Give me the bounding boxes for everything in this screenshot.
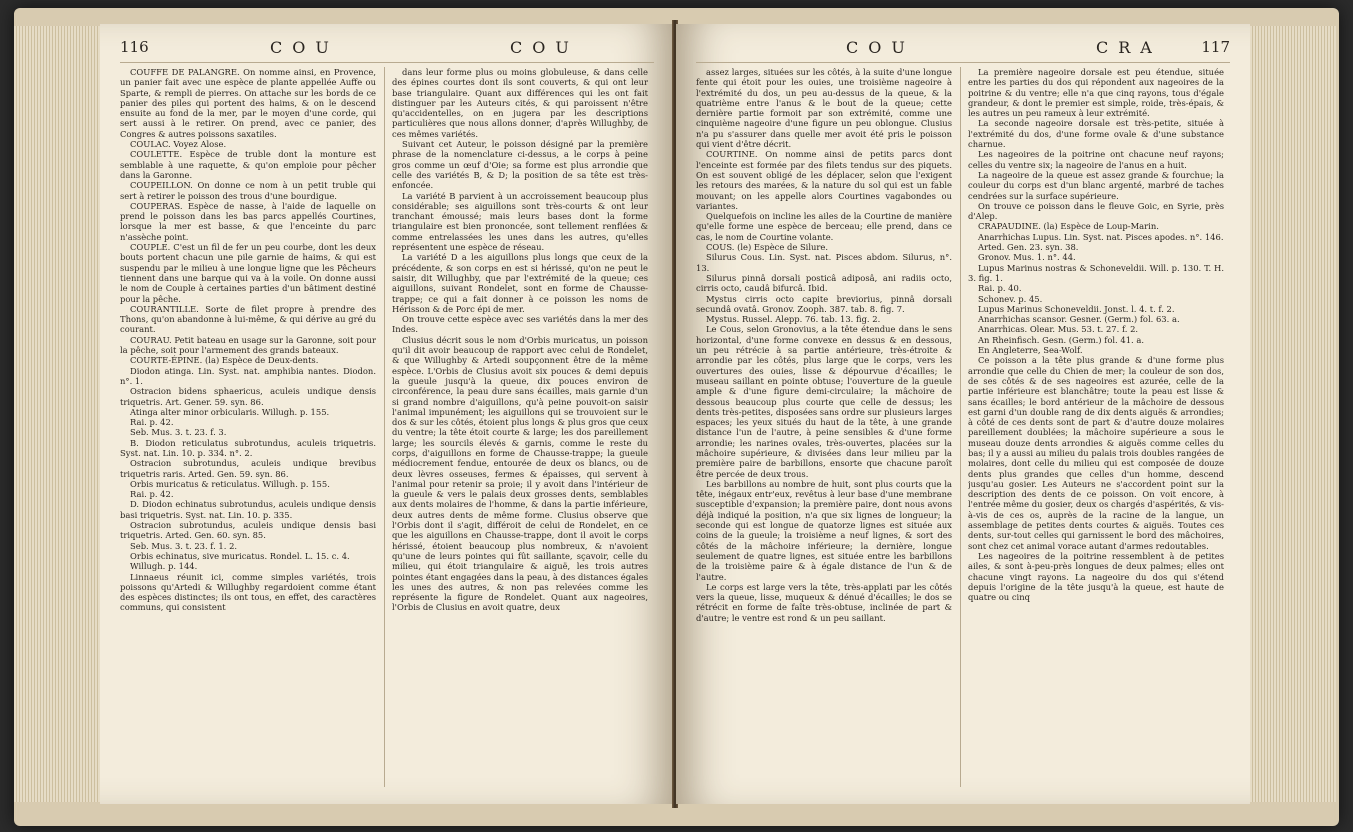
paragraph: Les nageoires de la poitrine ont chacune neuf rayons; celles du ventre six; la nageoire de l'anus en a huit. [968,149,1224,170]
paragraph: COULETTE. Espèce de truble dont la monture est semblable à une raquette, & qu'on emploie pour pêcher dans la Garonne. [120,149,376,180]
right-column-1 [696,67,952,797]
paragraph: Gronov. Mus. 1. n°. 44. [978,252,1076,263]
right-page-edges [1250,26,1336,802]
paragraph: COULAC. Voyez Alose. [130,139,227,150]
paragraph: La variété D a les aiguillons plus longs que ceux de la précédente, & son corps en est si hérissé, qu'on ne peut le saisir, dit Willughby, que par l'extrémité de la queue; ces aiguillons, suivant Rondelet, sont en forme de Chausse-trappe; ce qui a fait donner à ce poisson les noms de Hérisson & de Porc épi de mer. [392,252,648,314]
paragraph: COUS. (le) Espèce de Silure. [706,242,829,253]
left-page-edges [14,26,100,802]
paragraph: CRAPAUDINE. (la) Espèce de Loup-Marin. [978,221,1159,232]
paragraph: Orbis muricatus & reticulatus. Willugh. p. 155. [130,478,330,489]
paragraph: La variété B parvient à un accroissement beaucoup plus considérable; ses aiguillons sont très-courts & ont leur tranchant émoussé; mais leurs bases dont la forme triangulaire est bien prononcée, sont tellement renflées & comme entrelassées les unes dans les autres, qu'elles représentent une espèce de réseau. [392,190,648,253]
paragraph: Seb. Mus. 3. t. 23. f. 3. [130,427,227,438]
paragraph: COUPLE. C'est un fil de fer un peu courbe, dont les deux bouts portent chacun une pile garnie de haims, & qui est suspendu par le milieu à une longue ligne que les Pêcheurs tiennent dans une barque qui va à la voile. On donne aussi le nom de Couple à certaines parties d'un bâtiment destiné pour la pêche. [120,242,376,304]
paragraph: assez larges, situées sur les côtés, à la suite d'une longue fente qui étoit pour les ouies, une troisième nageoire à l'extrémité du dos, un peu au-dessus de la queue, & la quatrième entre l'anus & le bout de la queue; cette dernière partie formoit par son extrémité, comme une cinquième nageoire d'une figure un peu oblongue. Clusius n'a pu s'assurer dans quelle mer avoit été pris le poisson qui vient d'être décrit. [696,67,952,150]
paragraph: Anarrhichas scansor. Gesner. (Germ.) fol. 63. a. [978,314,1180,325]
paragraph: Clusius décrit sous le nom d'Orbis muricatus, un poisson qu'il dit avoir beaucoup de rapport avec celui de Rondelet, & que Willughby & Artedi soupçonnent être de la même espèce. L'Orbis de Clusius avoit six pouces & demi depuis la gueule jusqu'à la queue, dix pouces environ de circonférence, la peau dure sans écailles, mais garnie d'un si grand nombre d'aiguillons, qu'à peine pouvoit-on saisir l'animal impunément; les aiguillons qui se trouvoient sur le dos & sur les côtés, étoient plus longs & plus gros que ceux du ventre; la tête étoit courte & large; les dos pareillement large; les sourcils élevés & garnis, comme le reste du corps, d'aiguillons en forme de Chausse-trappe; la gueule médiocrement fendue, entourée de deux os blancs, ou de deux lèvres osseuses, fermes & épaisses, qui servent à l'animal pour retenir sa proie; il y avoit dans l'intérieur de la gueule & vers le palais deux grosses dents, semblables aux dents molaires de l'homme, & dans la partie inférieure, deux autres dents de même forme. Clusius observe que l'Orbis dont il s'agit, différoit de celui de Rondelet, en ce que les aiguillons en Chausse-trappe, dont il avoit le corps hérissé, étoient beaucoup plus nombreux, & n'avoient qu'une de leurs pointes qui fût saillante, sçavoir, celle du milieu, qui étoit triangulaire & aiguë, les trois autres pointes étant engagées dans la peau, à des distances égales les unes des autres, & non pas relevées comme les représente la figure de Rondelet. Quant aux nageoires, l'Orbis de Clusius en avoit quatre, deux [392,334,648,613]
left-running-head [120,32,654,63]
right-head-word-b: CRA [1096,38,1162,57]
left-page [100,24,674,804]
paragraph: Le Cous, selon Gronovius, a la tête étendue dans le sens horizontal, d'une forme convexe en dessus & en dessous, un peu rétrécie à sa partie antérieure, très-étroite & arrondie par les côtés, plus large que le corps, vers les ouvertures des ouies, lisse & dépourvue d'écailles; le museau saillant en pointe obtuse; l'ouverture de la gueule ample & d'une figure demi-circulaire; la mâchoire de dessous beaucoup plus courte que celle de dessus; les dents très-petites, disposées sans ordre sur plusieurs larges espaces; les yeux situés du haut de la tête, à une grande distance l'un de l'autre, à peine sensibles & d'une forme arrondie; les narines ovales, très-ouvertes, placées sur la mâchoire supérieure, & divisées dans leur milieu par la première paire de barbillons, ensorte que chacune paroît être percée de deux trous. [696,324,952,479]
paragraph: COUFFE DE PALANGRE. On nomme ainsi, en Provence, un panier fait avec une espèce de plante appellée Auffe ou Sparte, & rempli de pierres. On attache sur les bords de ce panier des piles qui portent des haims, & on le descend ensuite au fond de la mer, par le moyen d'une corde, qui sert aussi à le retirer. On prend, avec ce panier, des Congres & autres poissons saxatiles. [120,67,376,139]
right-head-word-a: COU [846,38,915,57]
paragraph: Quelquefois on incline les ailes de la Courtine de manière qu'elle forme une espèce de berceau; elle prend, dans ce cas, le nom de Courtine volante. [696,211,952,242]
paragraph: Ostracion bidens sphaericus, aculeis undique densis triquetris. Art. Gener. 59. syn. 86. [120,386,376,407]
paragraph: Lupus Marinus nostras & Schoneveldii. Will. p. 130. T. H. 3. fig. 1. [968,262,1224,283]
paragraph: Rai. p. 42. [130,417,174,428]
paragraph: Silurus pinnâ dorsali posticâ adiposâ, ani radiis octo, cirris octo, caudâ bifurcâ. Ibid. [696,272,952,294]
paragraph: La nageoire de la queue est assez grande & fourchue; la couleur du corps est d'un blanc argenté, marbré de taches cendrées sur la surface supérieure. [968,169,1224,201]
paragraph: Ostracion subrotundus, aculeis undique densis basi triquetris. Arted. Gen. 60. syn. 85. [120,520,376,541]
right-running-head [696,32,1230,63]
paragraph: COURAU. Petit bateau en usage sur la Garonne, soit pour la pêche, soit pour l'armement des grands bateaux. [120,334,376,356]
paragraph: La seconde nageoire dorsale est très-petite, située à l'extrémité du dos, d'une forme ovale & d'une substance charnue. [968,118,1224,150]
paragraph: Anarrhicas. Olear. Mus. 53. t. 27. f. 2. [978,324,1139,335]
paragraph: B. Diodon reticulatus subrotundus, aculeis triquetris. Syst. nat. Lin. 10. p. 334. n°. 2. [120,437,376,458]
paragraph: COURTE-ÉPINE. (la) Espèce de Deux-dents. [130,355,319,366]
right-page-number: 117 [1201,38,1230,56]
column-rule [960,67,961,787]
paragraph: Mystus cirris octo capite breviorius, pinnâ dorsali secundâ ovatâ. Gronov. Zooph. 387. tab. 8. fig. 7. [696,293,952,314]
paragraph: COURTINE. On nomme ainsi de petits parcs dont l'enceinte est formée par des filets tendus sur des piquets. On est souvent obligé de les déplacer, selon que l'exigent les retours des marées, & la nature du sol qui est un fable mouvant; on les appelle alors Courtines vagabondes ou variantes. [696,149,952,211]
paragraph: Orbis echinatus, sive muricatus. Rondel. L. 15. c. 4. [130,550,350,561]
paragraph: Ostracion subrotundus, aculeis undique brevibus triquetris raris. Arted. Gen. 59. syn. 86. [120,458,376,479]
right-columns [696,67,1230,797]
left-columns [120,67,654,797]
paragraph: Rai. p. 42. [130,489,174,500]
paragraph: On trouve cette espèce avec ses variétés dans la mer des Indes. [392,314,648,335]
paragraph: Willugh. p. 144. [130,561,198,572]
paragraph: COUPERAS. Espèce de nasse, à l'aide de laquelle on prend le poisson dans les bas parcs appellés Courtines, lorsque la mer est basse, & que l'enceinte du parc n'assèche point. [120,200,376,242]
right-page [676,24,1250,804]
paragraph: Mystus. Russel. Alepp. 76. tab. 13. fig. 2. [706,314,881,325]
paragraph: On trouve ce poisson dans le fleuve Goic, en Syrie, près d'Alep. [968,200,1224,222]
paragraph: Les nageoires de la poitrine ressemblent à de petites ailes, & sont à-peu-près longues de deux palmes; elles ont chacune vingt rayons. La nageoire du dos qui s'étend depuis l'origine de la tête jusqu'à la queue, est haute de quatre ou cinq [968,550,1224,603]
paragraph: COUPEILLON. On donne ce nom à un petit truble qui sert à retirer le poisson des trous d'une bourdigue. [120,180,376,201]
paragraph: dans leur forme plus ou moins globuleuse, & dans celle des épines courtes dont ils sont couverts, & qui ont leur base triangulaire. Quant aux différences qui les ont fait distinguer par les Auteurs cités, & qui paroissent n'être qu'accidentelles, on en jugera par les descriptions particulières que nous allons donner, d'après Willughby, de ces mêmes variétés. [392,67,648,139]
paragraph: Rai. p. 40. [978,283,1022,294]
paragraph: COURANTILLE. Sorte de filet propre à prendre des Thons, qu'on abandonne à lui-même, & qui dérive au gré du courant. [120,303,376,335]
left-column-1 [120,67,376,797]
paragraph: Lupus Marinus Schoneveldii. Jonst. l. 4. t. f. 2. [978,303,1175,314]
paragraph: Anarrhichas Lupus. Lin. Syst. nat. Pisces apodes. n°. 146. [978,231,1224,242]
paragraph: Le corps est large vers la tête, très-applati par les côtés vers la queue, lisse, muqueux & dénué d'écailles; le dos se rétrécit en forme de faîte très-obtuse, inclinée de part & d'autre; le ventre est rond & un peu saillant. [696,581,952,623]
paragraph: Ce poisson a la tête plus grande & d'une forme plus arrondie que celle du Chien de mer; la couleur de son dos, de ses côtés & de ses nageoires est azurée, celle de la partie inférieure est blanchâtre; toute la peau est lisse & sans écailles; le bord antérieur de la mâchoire de dessous est garni d'un double rang de dix dents aiguës & arrondies; à côté de ces dents sont de part & d'autre douze molaires pareillement doublées; la mâchoire supérieure a sous le museau douze dents arrondies & aiguës comme celles du bas; il y a aussi au milieu du palais trois doubles rangées de molaires, dont celle du milieu qui est composée de douze dents plus grandes que celles d'un homme, descend jusqu'au gosier. Les Auteurs ne s'accordent point sur la description des dents de ce poisson. On voit encore, à l'entrée même du gosier, deux os chargés d'aspérités, & vis-à-vis de ces os, auprès de la racine de la langue, un assemblage de petites dents courtes & aiguës. Toutes ces dents, sur-tout celles qui garnissent le bord des mâchoires, sont chez cet animal vorace autant d'armes redoutables. [968,355,1224,551]
paragraph: En Angleterre, Sea-Wolf. [978,345,1083,356]
right-column-2 [968,67,1224,797]
left-head-word-b: COU [510,38,579,57]
paragraph: Atinga alter minor orbicularis. Willugh. p. 155. [130,406,330,417]
paragraph: Schonev. p. 45. [978,293,1043,304]
left-head-word-a: COU [270,38,339,57]
paragraph: Linnaeus réunit ici, comme simples variétés, trois poissons qu'Artedi & Willughby regardoient comme étant des espèces distinctes; ils ont tous, en effet, des caractères communs, qui consistent [120,571,376,613]
paragraph: Diodon atinga. Lin. Syst. nat. amphibia nantes. Diodon. n°. 1. [120,365,376,386]
paragraph: Arted. Gen. 23. syn. 38. [978,242,1079,253]
paragraph: La première nageoire dorsale est peu étendue, située entre les parties du dos qui répondent aux nageoires de la poitrine & du ventre; elle n'a que cinq rayons, tous d'égale grandeur, & dont le premier est simple, roide, très-épais, & les autres un peu rameux à leur extrémité. [968,67,1224,119]
left-page-number: 116 [120,38,149,56]
paragraph: Suivant cet Auteur, le poisson désigné par la première phrase de la nomenclature ci-dessus, a le corps à peine gros comme un œuf d'Oie; sa forme est plus arrondie que celle des variétés B, & D; la position de sa tête est très-enfoncée. [392,139,648,191]
left-column-2 [392,67,648,797]
column-rule [384,67,385,787]
paragraph: Les barbillons au nombre de huit, sont plus courts que la tête, inégaux entr'eux, revêtus à leur base d'une membrane susceptible d'expansion; la première paire, dont nous avons déjà indiqué la position, n'a que six lignes de longueur; la seconde qui est longue de quatorze lignes est située aux coins de la gueule; la troisième a neuf lignes, & sort des côtés de la mâchoire inférieure; la dernière, longue seulement de quatre lignes, est située entre les barbillons de la troisième paire & à égale distance de l'un & de l'autre. [696,478,952,582]
paragraph: An Rheinfisch. Gesn. (Germ.) fol. 41. a. [978,334,1145,345]
paragraph: Seb. Mus. 3. t. 23. f. 1. 2. [130,540,238,551]
paragraph: D. Diodon echinatus subrotundus, aculeis undique densis basi triquetris. Syst. nat. Lin. 10. p. 335. [120,499,376,520]
paragraph: Silurus Cous. Lin. Syst. nat. Pisces abdom. Silurus, n°. 13. [696,252,952,273]
